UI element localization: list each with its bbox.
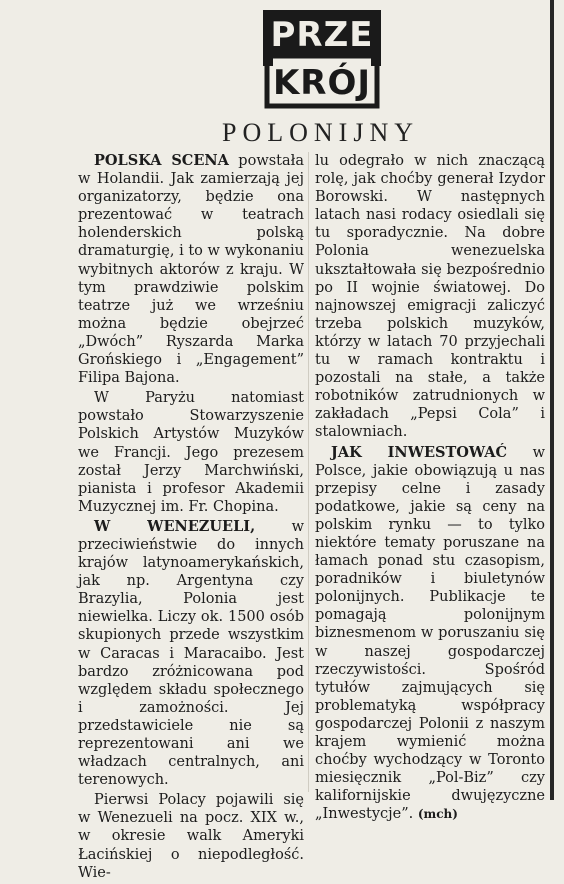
paragraph-text: W Paryżu natomiast powstało Stowarzyszenie Polskich Artystów Muzyków we Francji. Jego prezesem został Jerzy Marchwiński, pianista i profesor Akademii Muzycznej im. Fr. Chopina. (78, 390, 304, 515)
paragraph (78, 389, 304, 516)
paragraph-text: powstała w Holandii. Jak zamierzają jej organizatorzy, będzie ona prezentować w teatrach holenderskich polską dramaturgię, i to w wykonaniu wybitnych aktorów z kraju. W tym prawdziwie polskim teatrze już we wrześniu można będzie obejrzeć „Dwóch” Ryszarda Marka Grońskiego i „Engagement” Filipa Bajona. (78, 153, 304, 387)
paragraph-text: w przeciwieństwie do innych krajów latynoamerykańskich, jak np. Argentyna czy Brazylia, Polonia jest niewielka. Liczy ok. 1500 osób skupionych przede wszystkim w Caracas i Maracaibo. Jest bardzo zróżnicowana pod względem składu społecznego i zamożności. Jej przedstawiciele nie są reprezentowani ani we władzach centralnych, ani terenowych. (78, 518, 304, 789)
author-signature: (mch) (417, 807, 458, 822)
paragraph-lead: POLSKA SCENA (94, 152, 229, 169)
column-divider (308, 152, 309, 792)
paragraph (315, 444, 545, 824)
paragraph (78, 518, 304, 789)
logo-line-2: KRÓJ (272, 63, 372, 103)
paragraph (315, 152, 545, 442)
paragraph-text: Pierwsi Polacy pojawili się w Wenezueli na pocz. XIX w., w okresie walk Ameryki Łacińskiej o niepodległość. Wie- (78, 792, 304, 881)
page-edge (550, 0, 554, 800)
paragraph (78, 791, 304, 881)
przekroj-logo (261, 8, 383, 110)
article-title: POLONIJNY (222, 118, 419, 147)
paragraph-lead: JAK INWESTOWAĆ (331, 443, 508, 461)
paragraph-text: lu odegrało w nich znaczącą rolę, jak choćby generał Izydor Borowski. W następnych latach nasi rodacy osiedlali się tu sporadycznie. Na dobre Polonia wenezuelska ukształtowała się bezpośrednio po II wojnie światowej. Do najnowszej emigracji zaliczyć trzeba polskich muzyków, którzy w latach 70 przyjechali tu w ramach kontraktu i pozostali na stałe, a także robotników zatrudnionych w zakładach „Pepsi Cola” i stalowniach. (315, 153, 545, 441)
paragraph-lead: W WENEZUELI, (94, 517, 256, 535)
article-column-right (315, 152, 545, 825)
paragraph-text: w Polsce, jakie obowiązują u nas przepisy celne i zasady podatkowe, jakie są ceny na polskim rynku — to tylko niektóre tematy poruszane na łamach ponad stu czasopism, poradników i biuletynów polonijnych. Publikacje te pomagają polonijnym biznesmenom w poruszaniu się w naszej gospodarczej rzeczywistości. Spośród tytułów zajmujących się problematyką współpracy gospodarczej Polonii z naszym krajem wymienić można choćby wychodzący w Toronto miesięcznik „Pol-Biz” czy kalifornijskie dwujęzyczne „Inwestycje”. (315, 444, 545, 823)
logo-mark (261, 8, 383, 110)
article-column-left (78, 152, 304, 884)
logo-line-1: PRZE (270, 15, 374, 55)
paragraph (78, 152, 304, 387)
